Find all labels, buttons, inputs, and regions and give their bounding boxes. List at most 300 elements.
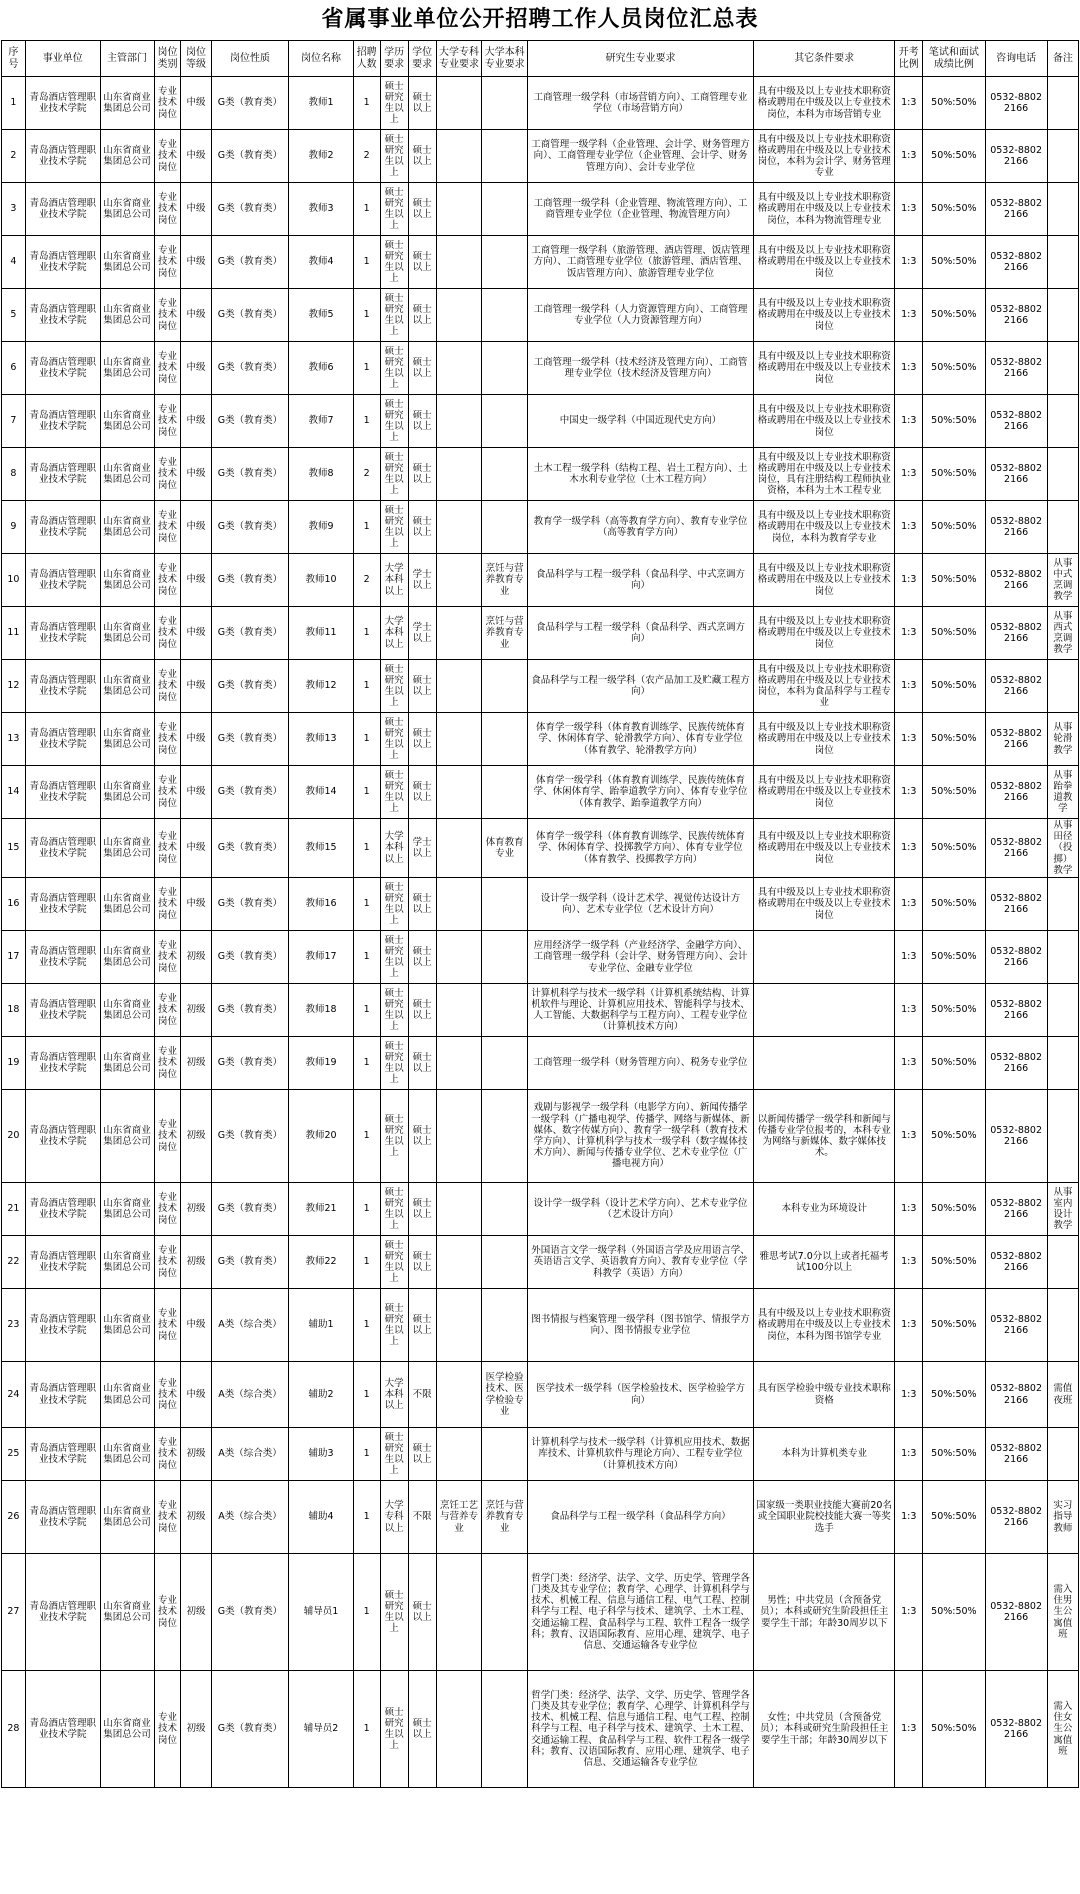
cell-phone: 0532-88022166 xyxy=(985,395,1047,448)
cell-count: 1 xyxy=(353,395,380,448)
cell-other: 具有中级及以上专业技术职称资格或聘用在中级及以上专业技术岗位，本科为图书馆学专业 xyxy=(754,1289,895,1362)
cell-nature: G类（教育类） xyxy=(211,554,289,607)
cell-ratio: 1:3 xyxy=(895,448,923,501)
cell-bachelor xyxy=(482,1090,528,1183)
cell-degree: 硕士以上 xyxy=(408,395,436,448)
cell-other: 具有中级及以上专业技术职称资格或聘用在中级及以上专业技术岗位，本科为教育学专业 xyxy=(754,501,895,554)
cell-phone: 0532-88022166 xyxy=(985,1236,1047,1289)
cell-score: 50%:50% xyxy=(923,984,985,1037)
column-header: 大学专科专业要求 xyxy=(436,41,482,77)
cell-other: 本科为计算机类专业 xyxy=(754,1428,895,1481)
cell-grad: 体育学一级学科（体育教育训练学、民族传统体育学、休闲体育学、投掷教学方向）、体育专业学位（体育教学、投掷教学方向） xyxy=(527,819,753,878)
cell-cat: 专业技术岗位 xyxy=(154,878,181,931)
cell-count: 1 xyxy=(353,1671,380,1788)
cell-college xyxy=(436,1037,482,1090)
cell-other: 具有中级及以上专业技术职称资格或聘用在中级及以上专业技术岗位 xyxy=(754,878,895,931)
cell-phone: 0532-88022166 xyxy=(985,342,1047,395)
cell-other: 具有中级及以上专业技术职称资格或聘用在中级及以上专业技术岗位，本科为食品科学与工程专业 xyxy=(754,660,895,713)
cell-no: 20 xyxy=(2,1090,26,1183)
cell-level: 中级 xyxy=(181,342,211,395)
cell-level: 初级 xyxy=(181,1090,211,1183)
cell-degree: 硕士以上 xyxy=(408,448,436,501)
cell-unit: 青岛酒店管理职业技术学院 xyxy=(25,130,100,183)
cell-level: 中级 xyxy=(181,713,211,766)
cell-other: 雅思考试7.0分以上或者托福考试100分以上 xyxy=(754,1236,895,1289)
table-row xyxy=(2,819,1079,878)
cell-name: 教师8 xyxy=(289,448,353,501)
cell-ratio: 1:3 xyxy=(895,1090,923,1183)
cell-cat: 专业技术岗位 xyxy=(154,395,181,448)
cell-bachelor xyxy=(482,713,528,766)
cell-other: 女性；中共党员（含预备党员）；本科或研究生阶段担任主要学生干部；年龄30周岁以下 xyxy=(754,1671,895,1788)
cell-note: 从事室内设计教学 xyxy=(1047,1183,1078,1236)
cell-unit: 青岛酒店管理职业技术学院 xyxy=(25,395,100,448)
cell-unit: 青岛酒店管理职业技术学院 xyxy=(25,183,100,236)
cell-dept: 山东省商业集团总公司 xyxy=(100,183,154,236)
cell-note xyxy=(1047,289,1078,342)
cell-college xyxy=(436,1428,482,1481)
cell-name: 教师1 xyxy=(289,77,353,130)
cell-dept: 山东省商业集团总公司 xyxy=(100,395,154,448)
cell-ratio: 1:3 xyxy=(895,395,923,448)
table-row xyxy=(2,183,1079,236)
cell-grad: 图书情报与档案管理一级学科（图书馆学、情报学方向）、图书情报专业学位 xyxy=(527,1289,753,1362)
cell-edu: 大学本科以上 xyxy=(380,819,408,878)
cell-no: 3 xyxy=(2,183,26,236)
cell-dept: 山东省商业集团总公司 xyxy=(100,289,154,342)
table-row xyxy=(2,1362,1079,1428)
cell-other: 具有中级及以上专业技术职称资格或聘用在中级及以上专业技术岗位 xyxy=(754,766,895,819)
cell-level: 初级 xyxy=(181,1037,211,1090)
cell-degree: 硕士以上 xyxy=(408,660,436,713)
column-header: 大学本科专业要求 xyxy=(482,41,528,77)
cell-other: 男性；中共党员（含预备党员）；本科或研究生阶段担任主要学生干部；年龄30周岁以下 xyxy=(754,1554,895,1671)
cell-grad: 计算机科学与技术一级学科（计算机系统结构、计算机软件与理论、计算机应用技术、智能科学与技术、人工智能、大数据科学与工程方向）、工程专业学位（计算机技术方向） xyxy=(527,984,753,1037)
cell-note xyxy=(1047,878,1078,931)
cell-edu: 硕士研究生以上 xyxy=(380,236,408,289)
cell-other xyxy=(754,931,895,984)
cell-college xyxy=(436,183,482,236)
cell-edu: 硕士研究生以上 xyxy=(380,713,408,766)
cell-unit: 青岛酒店管理职业技术学院 xyxy=(25,1554,100,1671)
cell-level: 初级 xyxy=(181,1428,211,1481)
cell-other: 具有中级及以上专业技术职称资格或聘用在中级及以上专业技术岗位 xyxy=(754,236,895,289)
cell-edu: 硕士研究生以上 xyxy=(380,660,408,713)
cell-no: 28 xyxy=(2,1671,26,1788)
cell-college: 烹饪工艺与营养专业 xyxy=(436,1481,482,1554)
cell-edu: 硕士研究生以上 xyxy=(380,984,408,1037)
cell-ratio: 1:3 xyxy=(895,1236,923,1289)
cell-name: 教师3 xyxy=(289,183,353,236)
cell-nature: G类（教育类） xyxy=(211,607,289,660)
cell-nature: G类（教育类） xyxy=(211,984,289,1037)
cell-nature: A类（综合类） xyxy=(211,1362,289,1428)
cell-no: 23 xyxy=(2,1289,26,1362)
cell-grad: 土木工程一级学科（结构工程、岩土工程方向）、土木水利专业学位（土木工程方向） xyxy=(527,448,753,501)
cell-name: 教师10 xyxy=(289,554,353,607)
cell-level: 中级 xyxy=(181,660,211,713)
cell-grad: 工商管理一级学科（企业管理、会计学、财务管理方向）、工商管理专业学位（企业管理、会计学、财务管理方向）、会计专业学位 xyxy=(527,130,753,183)
cell-edu: 大学本科以上 xyxy=(380,1362,408,1428)
cell-bachelor: 体育教育专业 xyxy=(482,819,528,878)
cell-bachelor xyxy=(482,448,528,501)
cell-phone: 0532-88022166 xyxy=(985,713,1047,766)
cell-count: 2 xyxy=(353,448,380,501)
cell-degree: 硕士以上 xyxy=(408,1236,436,1289)
cell-cat: 专业技术岗位 xyxy=(154,130,181,183)
cell-count: 1 xyxy=(353,878,380,931)
cell-count: 1 xyxy=(353,1428,380,1481)
cell-dept: 山东省商业集团总公司 xyxy=(100,1554,154,1671)
cell-count: 1 xyxy=(353,607,380,660)
column-header: 事业单位 xyxy=(25,41,100,77)
cell-unit: 青岛酒店管理职业技术学院 xyxy=(25,448,100,501)
cell-unit: 青岛酒店管理职业技术学院 xyxy=(25,1183,100,1236)
cell-count: 1 xyxy=(353,766,380,819)
cell-cat: 专业技术岗位 xyxy=(154,607,181,660)
cell-bachelor xyxy=(482,501,528,554)
cell-bachelor xyxy=(482,183,528,236)
cell-degree: 硕士以上 xyxy=(408,1090,436,1183)
cell-grad: 计算机科学与技术一级学科（计算机应用技术、数据库技术、计算机软件与理论方向）、工程专业学位（计算机技术方向） xyxy=(527,1428,753,1481)
cell-ratio: 1:3 xyxy=(895,1183,923,1236)
cell-level: 中级 xyxy=(181,1362,211,1428)
cell-score: 50%:50% xyxy=(923,236,985,289)
column-header: 研究生专业要求 xyxy=(527,41,753,77)
cell-name: 教师16 xyxy=(289,878,353,931)
cell-nature: G类（教育类） xyxy=(211,77,289,130)
table-row xyxy=(2,660,1079,713)
cell-level: 初级 xyxy=(181,984,211,1037)
cell-level: 中级 xyxy=(181,766,211,819)
cell-grad: 哲学门类：经济学、法学、文学、历史学、管理学各门类及其专业学位；教育学、心理学、计算机科学与技术、机械工程、信息与通信工程、电气工程、控制科学与工程、电子科学与技术、建筑学、土木工程、交通运输工程、食品科学与工程、软件工程各一级学科；教育、汉语国际教育、应用心理、建筑学、电子信息、交通运输各专业学位 xyxy=(527,1554,753,1671)
cell-no: 8 xyxy=(2,448,26,501)
cell-ratio: 1:3 xyxy=(895,501,923,554)
recruitment-table xyxy=(1,40,1079,1788)
cell-college xyxy=(436,236,482,289)
cell-cat: 专业技术岗位 xyxy=(154,713,181,766)
cell-degree: 学士以上 xyxy=(408,607,436,660)
cell-name: 教师13 xyxy=(289,713,353,766)
cell-no: 13 xyxy=(2,713,26,766)
cell-college xyxy=(436,501,482,554)
cell-bachelor xyxy=(482,395,528,448)
cell-nature: G类（教育类） xyxy=(211,342,289,395)
cell-college xyxy=(436,1289,482,1362)
cell-phone: 0532-88022166 xyxy=(985,289,1047,342)
cell-nature: G类（教育类） xyxy=(211,931,289,984)
cell-phone: 0532-88022166 xyxy=(985,130,1047,183)
cell-count: 1 xyxy=(353,1481,380,1554)
cell-note: 从事跆拳道教学 xyxy=(1047,766,1078,819)
cell-cat: 专业技术岗位 xyxy=(154,1428,181,1481)
cell-unit: 青岛酒店管理职业技术学院 xyxy=(25,931,100,984)
cell-cat: 专业技术岗位 xyxy=(154,289,181,342)
cell-phone: 0532-88022166 xyxy=(985,878,1047,931)
column-header: 其它条件要求 xyxy=(754,41,895,77)
cell-phone: 0532-88022166 xyxy=(985,660,1047,713)
table-row xyxy=(2,1236,1079,1289)
column-header: 备注 xyxy=(1047,41,1078,77)
cell-nature: G类（教育类） xyxy=(211,878,289,931)
cell-phone: 0532-88022166 xyxy=(985,183,1047,236)
cell-college xyxy=(436,395,482,448)
cell-name: 辅助4 xyxy=(289,1481,353,1554)
cell-count: 1 xyxy=(353,1183,380,1236)
table-body xyxy=(2,77,1079,1788)
cell-ratio: 1:3 xyxy=(895,1481,923,1554)
cell-other: 具有中级及以上专业技术职称资格或聘用在中级及以上专业技术岗位 xyxy=(754,713,895,766)
cell-unit: 青岛酒店管理职业技术学院 xyxy=(25,1428,100,1481)
column-header: 岗位性质 xyxy=(211,41,289,77)
cell-grad: 工商管理一级学科（财务管理方向）、税务专业学位 xyxy=(527,1037,753,1090)
cell-score: 50%:50% xyxy=(923,501,985,554)
cell-nature: G类（教育类） xyxy=(211,289,289,342)
cell-level: 初级 xyxy=(181,931,211,984)
cell-nature: A类（综合类） xyxy=(211,1481,289,1554)
cell-level: 中级 xyxy=(181,289,211,342)
cell-college xyxy=(436,77,482,130)
cell-phone: 0532-88022166 xyxy=(985,1362,1047,1428)
table-row xyxy=(2,1554,1079,1671)
table-row xyxy=(2,554,1079,607)
table-header-row xyxy=(2,41,1079,77)
cell-score: 50%:50% xyxy=(923,1671,985,1788)
cell-ratio: 1:3 xyxy=(895,1671,923,1788)
cell-no: 6 xyxy=(2,342,26,395)
cell-no: 17 xyxy=(2,931,26,984)
table-row xyxy=(2,1428,1079,1481)
cell-score: 50%:50% xyxy=(923,1037,985,1090)
cell-ratio: 1:3 xyxy=(895,77,923,130)
cell-college xyxy=(436,342,482,395)
cell-dept: 山东省商业集团总公司 xyxy=(100,501,154,554)
cell-cat: 专业技术岗位 xyxy=(154,1362,181,1428)
cell-edu: 大学本科以上 xyxy=(380,607,408,660)
cell-unit: 青岛酒店管理职业技术学院 xyxy=(25,1090,100,1183)
cell-cat: 专业技术岗位 xyxy=(154,1183,181,1236)
cell-ratio: 1:3 xyxy=(895,766,923,819)
cell-degree: 硕士以上 xyxy=(408,766,436,819)
cell-phone: 0532-88022166 xyxy=(985,984,1047,1037)
cell-grad: 工商管理一级学科（市场营销方向）、工商管理专业学位（市场营销方向） xyxy=(527,77,753,130)
cell-grad: 工商管理一级学科（旅游管理、酒店管理、饭店管理方向）、工商管理专业学位（旅游管理、酒店管理、饭店管理方向）、旅游管理专业学位 xyxy=(527,236,753,289)
cell-nature: G类（教育类） xyxy=(211,501,289,554)
cell-no: 11 xyxy=(2,607,26,660)
cell-no: 22 xyxy=(2,1236,26,1289)
cell-level: 初级 xyxy=(181,1236,211,1289)
cell-no: 18 xyxy=(2,984,26,1037)
cell-dept: 山东省商业集团总公司 xyxy=(100,554,154,607)
cell-phone: 0532-88022166 xyxy=(985,1671,1047,1788)
cell-bachelor xyxy=(482,289,528,342)
cell-level: 中级 xyxy=(181,130,211,183)
cell-count: 1 xyxy=(353,931,380,984)
cell-level: 中级 xyxy=(181,554,211,607)
table-row xyxy=(2,1037,1079,1090)
cell-college xyxy=(436,1183,482,1236)
cell-no: 14 xyxy=(2,766,26,819)
cell-other: 具有中级及以上专业技术职称资格或聘用在中级及以上专业技术岗位 xyxy=(754,607,895,660)
cell-college xyxy=(436,931,482,984)
cell-phone: 0532-88022166 xyxy=(985,931,1047,984)
cell-dept: 山东省商业集团总公司 xyxy=(100,77,154,130)
cell-name: 教师9 xyxy=(289,501,353,554)
cell-nature: G类（教育类） xyxy=(211,183,289,236)
cell-unit: 青岛酒店管理职业技术学院 xyxy=(25,1362,100,1428)
cell-bachelor: 烹饪与营养教育专业 xyxy=(482,554,528,607)
cell-cat: 专业技术岗位 xyxy=(154,183,181,236)
cell-other: 具有中级及以上专业技术职称资格或聘用在中级及以上专业技术岗位，本科为物流管理专业 xyxy=(754,183,895,236)
cell-nature: G类（教育类） xyxy=(211,448,289,501)
cell-dept: 山东省商业集团总公司 xyxy=(100,236,154,289)
cell-name: 教师21 xyxy=(289,1183,353,1236)
cell-count: 1 xyxy=(353,1090,380,1183)
cell-name: 教师6 xyxy=(289,342,353,395)
table-row xyxy=(2,395,1079,448)
cell-level: 初级 xyxy=(181,1481,211,1554)
cell-edu: 硕士研究生以上 xyxy=(380,130,408,183)
cell-edu: 硕士研究生以上 xyxy=(380,1090,408,1183)
cell-ratio: 1:3 xyxy=(895,931,923,984)
cell-phone: 0532-88022166 xyxy=(985,236,1047,289)
cell-level: 中级 xyxy=(181,501,211,554)
cell-other: 本科专业为环境设计 xyxy=(754,1183,895,1236)
cell-count: 1 xyxy=(353,1037,380,1090)
cell-college xyxy=(436,1090,482,1183)
cell-score: 50%:50% xyxy=(923,1481,985,1554)
cell-nature: G类（教育类） xyxy=(211,1554,289,1671)
cell-note xyxy=(1047,183,1078,236)
cell-bachelor xyxy=(482,660,528,713)
cell-name: 教师17 xyxy=(289,931,353,984)
cell-other: 以新闻传播学一级学科和新闻与传播专业学位报考的，本科专业为网络与新媒体、数字媒体技术。 xyxy=(754,1090,895,1183)
cell-count: 2 xyxy=(353,554,380,607)
cell-other: 具有中级及以上专业技术职称资格或聘用在中级及以上专业技术岗位 xyxy=(754,554,895,607)
cell-degree: 硕士以上 xyxy=(408,878,436,931)
cell-nature: A类（综合类） xyxy=(211,1289,289,1362)
cell-cat: 专业技术岗位 xyxy=(154,931,181,984)
cell-other: 具有中级及以上专业技术职称资格或聘用在中级及以上专业技术岗位 xyxy=(754,289,895,342)
cell-level: 中级 xyxy=(181,819,211,878)
cell-name: 辅导员1 xyxy=(289,1554,353,1671)
cell-grad: 食品科学与工程一级学科（食品科学、西式烹调方向） xyxy=(527,607,753,660)
cell-degree: 硕士以上 xyxy=(408,130,436,183)
cell-note xyxy=(1047,342,1078,395)
cell-count: 1 xyxy=(353,660,380,713)
cell-no: 27 xyxy=(2,1554,26,1671)
cell-college xyxy=(436,1236,482,1289)
cell-edu: 硕士研究生以上 xyxy=(380,342,408,395)
cell-level: 中级 xyxy=(181,448,211,501)
cell-college xyxy=(436,448,482,501)
cell-ratio: 1:3 xyxy=(895,819,923,878)
cell-score: 50%:50% xyxy=(923,819,985,878)
cell-bachelor xyxy=(482,931,528,984)
cell-degree: 硕士以上 xyxy=(408,236,436,289)
cell-name: 辅导员2 xyxy=(289,1671,353,1788)
cell-edu: 硕士研究生以上 xyxy=(380,1289,408,1362)
cell-ratio: 1:3 xyxy=(895,342,923,395)
cell-nature: G类（教育类） xyxy=(211,766,289,819)
cell-dept: 山东省商业集团总公司 xyxy=(100,1428,154,1481)
page-title: 省属事业单位公开招聘工作人员岗位汇总表 xyxy=(321,7,759,32)
cell-name: 教师18 xyxy=(289,984,353,1037)
cell-bachelor xyxy=(482,342,528,395)
cell-nature: G类（教育类） xyxy=(211,395,289,448)
cell-grad: 食品科学与工程一级学科（农产品加工及贮藏工程方向） xyxy=(527,660,753,713)
cell-name: 教师19 xyxy=(289,1037,353,1090)
cell-dept: 山东省商业集团总公司 xyxy=(100,130,154,183)
cell-unit: 青岛酒店管理职业技术学院 xyxy=(25,984,100,1037)
cell-unit: 青岛酒店管理职业技术学院 xyxy=(25,501,100,554)
cell-grad: 工商管理一级学科（企业管理、物流管理方向）、工商管理专业学位（企业管理、物流管理方向） xyxy=(527,183,753,236)
cell-name: 教师15 xyxy=(289,819,353,878)
cell-unit: 青岛酒店管理职业技术学院 xyxy=(25,713,100,766)
cell-score: 50%:50% xyxy=(923,1289,985,1362)
cell-cat: 专业技术岗位 xyxy=(154,1554,181,1671)
cell-grad: 医学技术一级学科（医学检验技术、医学检验学方向） xyxy=(527,1362,753,1428)
cell-dept: 山东省商业集团总公司 xyxy=(100,931,154,984)
cell-degree: 硕士以上 xyxy=(408,501,436,554)
cell-cat: 专业技术岗位 xyxy=(154,1037,181,1090)
cell-name: 教师7 xyxy=(289,395,353,448)
cell-score: 50%:50% xyxy=(923,1090,985,1183)
cell-note: 需入住女生公寓值班 xyxy=(1047,1671,1078,1788)
cell-cat: 专业技术岗位 xyxy=(154,1090,181,1183)
table-row xyxy=(2,1090,1079,1183)
column-header: 开考比例 xyxy=(895,41,923,77)
cell-dept: 山东省商业集团总公司 xyxy=(100,1362,154,1428)
cell-degree: 硕士以上 xyxy=(408,1037,436,1090)
cell-edu: 硕士研究生以上 xyxy=(380,766,408,819)
cell-cat: 专业技术岗位 xyxy=(154,984,181,1037)
table-row xyxy=(2,607,1079,660)
cell-cat: 专业技术岗位 xyxy=(154,766,181,819)
table-row xyxy=(2,448,1079,501)
cell-bachelor xyxy=(482,236,528,289)
cell-grad: 体育学一级学科（体育教育训练学、民族传统体育学、休闲体育学、跆拳道教学方向）、体育专业学位（体育教学、跆拳道教学方向） xyxy=(527,766,753,819)
cell-no: 7 xyxy=(2,395,26,448)
cell-other xyxy=(754,1037,895,1090)
cell-bachelor xyxy=(482,1671,528,1788)
cell-unit: 青岛酒店管理职业技术学院 xyxy=(25,607,100,660)
cell-count: 1 xyxy=(353,342,380,395)
cell-note: 需值夜班 xyxy=(1047,1362,1078,1428)
cell-cat: 专业技术岗位 xyxy=(154,448,181,501)
cell-dept: 山东省商业集团总公司 xyxy=(100,878,154,931)
cell-phone: 0532-88022166 xyxy=(985,1090,1047,1183)
cell-grad: 设计学一级学科（设计艺术学方向）、艺术专业学位（艺术设计方向） xyxy=(527,1183,753,1236)
cell-edu: 大学专科以上 xyxy=(380,1481,408,1554)
column-header: 岗位名称 xyxy=(289,41,353,77)
cell-edu: 硕士研究生以上 xyxy=(380,183,408,236)
cell-degree: 学士以上 xyxy=(408,819,436,878)
cell-name: 教师14 xyxy=(289,766,353,819)
cell-degree: 硕士以上 xyxy=(408,342,436,395)
cell-note xyxy=(1047,236,1078,289)
cell-name: 辅助1 xyxy=(289,1289,353,1362)
cell-count: 1 xyxy=(353,289,380,342)
cell-no: 21 xyxy=(2,1183,26,1236)
cell-bachelor: 医学检验技术、医学检验专业 xyxy=(482,1362,528,1428)
cell-note: 从事田径（投掷）教学 xyxy=(1047,819,1078,878)
cell-unit: 青岛酒店管理职业技术学院 xyxy=(25,1481,100,1554)
cell-college xyxy=(436,554,482,607)
cell-ratio: 1:3 xyxy=(895,713,923,766)
cell-degree: 硕士以上 xyxy=(408,183,436,236)
cell-score: 50%:50% xyxy=(923,1554,985,1671)
